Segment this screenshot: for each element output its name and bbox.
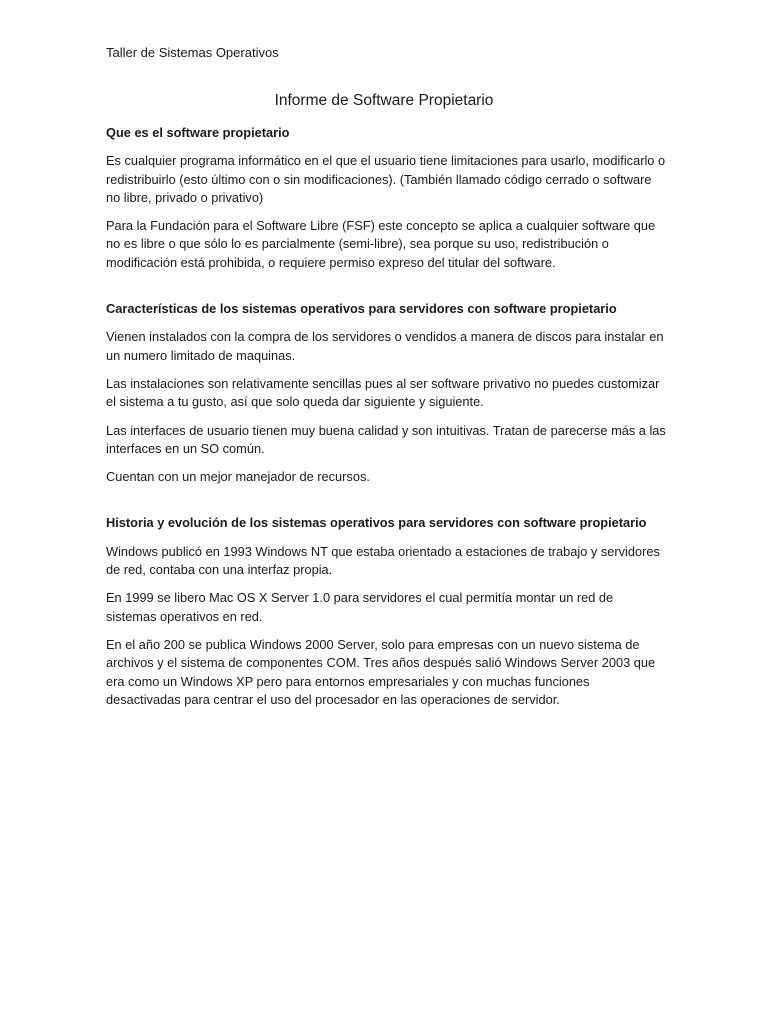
paragraph: Para la Fundación para el Software Libre (FSF) este concepto se aplica a cualquier software que no es libre o que sólo lo es parcialmente (semi-libre), sea porque su uso, redistribución o modificación está prohibida, o requiere permiso expreso del titular del software.	[106, 218, 656, 270]
section-history	[106, 514, 666, 709]
document-title: Informe de Software Propietario	[274, 92, 494, 109]
paragraph: En 1999 se libero Mac OS X Server 1.0 para servidores el cual permitía montar un red de sistemas operativos en red.	[106, 590, 614, 624]
section-spacer	[106, 496, 666, 514]
paragraph: Vienen instalados con la compra de los servidores o vendidos a manera de discos para instalar en un numero limitado de maquinas.	[106, 329, 664, 363]
paragraph: Windows publicó en 1993 Windows NT que estaba orientado a estaciones de trabajo y servidores de red, contaba con una interfaz propia.	[106, 543, 660, 578]
paragraph: Es cualquier programa informático en el que el usuario tiene limitaciones para usarlo, modificarlo o redistribuirlo (esto último con o sin modificaciones). (También llamado código cerrado o software no libre, privado o privativo)	[106, 153, 666, 205]
document-body	[106, 124, 666, 719]
section-heading: Historia y evolución de los sistemas operativos para servidores con software propietario	[106, 515, 647, 531]
paragraph: Las instalaciones son relativamente sencillas pues al ser software privativo no puedes customizar el sistema a tu gusto, así que solo queda dar siguiente y siguiente.	[106, 375, 660, 410]
paragraph: En el año 200 se publica Windows 2000 Server, solo para empresas con un nuevo sistema de archivos y el sistema de componentes COM. Tres años después salió Windows Server 2003 que era como un Windows XP pero para entornos empresariales y con muchas funciones desactivadas para centrar el uso del procesador en las operaciones de servidor.	[106, 636, 656, 707]
paragraph: Las interfaces de usuario tienen muy buena calidad y son intuitivas. Tratan de parecerse más a las interfaces en un SO común.	[106, 422, 666, 456]
section-spacer	[106, 282, 666, 300]
section-what-is	[106, 124, 666, 272]
paragraph: Cuentan con un mejor manejador de recursos.	[106, 469, 370, 485]
document-header: Taller de Sistemas Operativos	[106, 45, 279, 60]
section-heading: Que es el software propietario	[106, 125, 290, 140]
section-heading: Características de los sistemas operativos para servidores con software propietario	[106, 301, 617, 317]
section-characteristics	[106, 300, 666, 486]
